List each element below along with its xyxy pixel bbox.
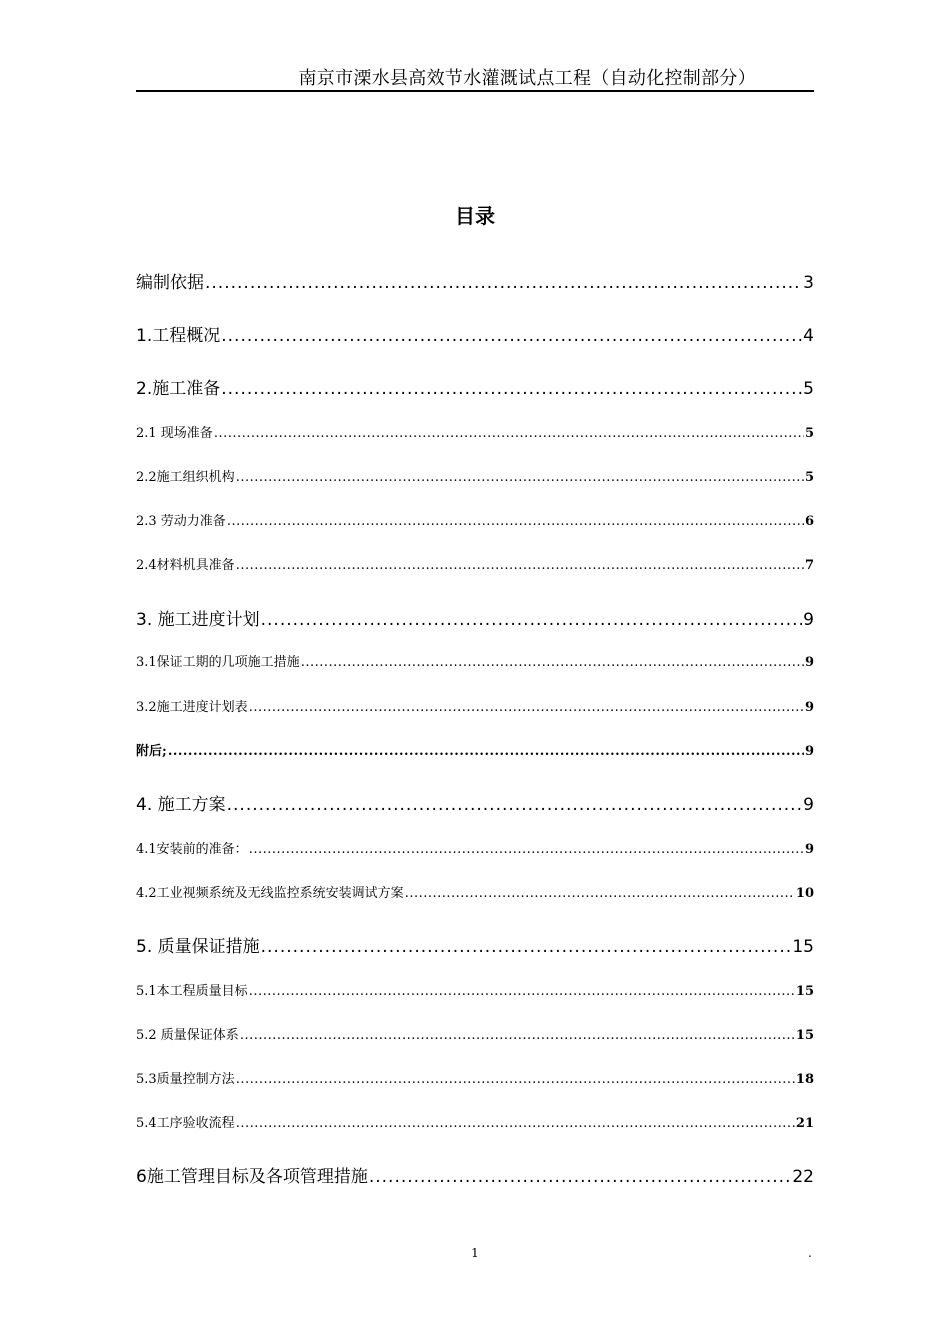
- toc-entry-page: 4: [803, 326, 814, 346]
- toc-entry-page: 5: [804, 426, 814, 441]
- toc-entry-bianzhi-yiju[interactable]: [136, 269, 814, 297]
- toc-entry-page: 10: [795, 886, 814, 901]
- toc-entry-page: 21: [795, 1116, 814, 1131]
- table-of-contents: [136, 0, 814, 1344]
- toc-dot-leader: [301, 653, 804, 673]
- toc-entry-section-4-2[interactable]: [136, 884, 814, 904]
- toc-dot-leader: [205, 269, 802, 297]
- toc-dot-leader: [249, 982, 795, 1002]
- toc-entry-page: 15: [792, 937, 814, 957]
- page-number: 1: [471, 1246, 479, 1260]
- toc-entry-label: 2.施工准备: [136, 379, 221, 399]
- toc-dot-leader: [221, 375, 802, 403]
- toc-dot-leader: [369, 1163, 792, 1191]
- toc-entry-section-5-4[interactable]: [136, 1114, 814, 1134]
- toc-entry-page: 9: [804, 744, 814, 759]
- toc-dot-leader: [405, 884, 795, 904]
- toc-entry-label: 5.1本工程质量目标: [136, 984, 248, 999]
- toc-entry-section-5-1[interactable]: [136, 982, 814, 1002]
- toc-entry-label: 3. 施工进度计划: [136, 610, 260, 630]
- toc-entry-page: 18: [795, 1072, 814, 1087]
- toc-entry-section-5-3[interactable]: [136, 1070, 814, 1090]
- toc-entry-page: 15: [795, 1028, 814, 1043]
- toc-entry-label: 4.2工业视频系统及无线监控系统安装调试方案: [136, 886, 404, 901]
- toc-dot-leader: [227, 512, 804, 532]
- toc-entry-section-3-2[interactable]: [136, 698, 814, 718]
- toc-entry-label: 2.2施工组织机构: [136, 470, 235, 485]
- toc-entry-label: 5.3质量控制方法: [136, 1072, 235, 1087]
- toc-entry-section-3-1[interactable]: [136, 653, 814, 673]
- toc-entry-page: 15: [795, 984, 814, 999]
- toc-entry-label: 5.4工序验收流程: [136, 1116, 235, 1131]
- toc-entry-section-5-2[interactable]: [136, 1026, 814, 1046]
- toc-entry-section-2-4[interactable]: [136, 556, 814, 576]
- toc-dot-leader: [249, 698, 804, 718]
- toc-entry-label: 2.3 劳动力准备: [136, 514, 226, 529]
- toc-entry-label: 附后;: [136, 744, 167, 759]
- toc-entry-section-6[interactable]: [136, 1163, 814, 1191]
- toc-entry-label: 1.工程概况: [136, 326, 221, 346]
- toc-dot-leader: [236, 556, 804, 576]
- toc-dot-leader: [168, 742, 804, 762]
- toc-entry-section-2-1[interactable]: [136, 424, 814, 444]
- toc-entry-section-4-1[interactable]: [136, 840, 814, 860]
- toc-entry-section-2[interactable]: [136, 375, 814, 403]
- toc-entry-page: 6: [804, 514, 814, 529]
- toc-entry-label: 编制依据: [136, 273, 204, 293]
- toc-entry-page: 9: [804, 842, 814, 857]
- toc-entry-page: 9: [803, 610, 814, 630]
- toc-entry-label: 3.1保证工期的几项施工措施: [136, 655, 300, 670]
- toc-title: 目录: [455, 204, 495, 228]
- toc-dot-leader: [214, 424, 804, 444]
- toc-entry-page: 3: [803, 273, 814, 293]
- toc-entry-page: 5: [804, 470, 814, 485]
- toc-entry-label: 5.2 质量保证体系: [136, 1028, 239, 1043]
- toc-entry-section-2-2[interactable]: [136, 468, 814, 488]
- corner-mark: .: [808, 1246, 812, 1260]
- toc-dot-leader: [261, 933, 792, 961]
- toc-dot-leader: [221, 322, 802, 350]
- toc-entry-label: 4.1安装前的准备：: [136, 842, 248, 857]
- toc-entry-label: 5. 质量保证措施: [136, 937, 260, 957]
- document-header-title: 南京市溧水县高效节水灌溉试点工程（自动化控制部分）: [298, 68, 756, 89]
- toc-entry-label: 2.1 现场准备: [136, 426, 213, 441]
- toc-entry-section-3[interactable]: [136, 606, 814, 634]
- toc-entry-page: 9: [803, 795, 814, 815]
- toc-entry-section-4[interactable]: [136, 791, 814, 819]
- toc-dot-leader: [236, 1070, 795, 1090]
- toc-entry-page: 22: [792, 1167, 814, 1187]
- toc-entry-page: 7: [804, 558, 814, 573]
- toc-entry-appendix[interactable]: [136, 742, 814, 762]
- toc-entry-section-1[interactable]: [136, 322, 814, 350]
- toc-dot-leader: [236, 1114, 795, 1134]
- toc-entry-section-2-3[interactable]: [136, 512, 814, 532]
- toc-entry-label: 4. 施工方案: [136, 795, 226, 815]
- toc-dot-leader: [236, 468, 804, 488]
- toc-dot-leader: [227, 791, 803, 819]
- toc-entry-page: 9: [804, 700, 814, 715]
- toc-dot-leader: [249, 840, 804, 860]
- toc-dot-leader: [261, 606, 803, 634]
- toc-entry-label: 3.2施工进度计划表: [136, 700, 248, 715]
- toc-entry-section-5[interactable]: [136, 933, 814, 961]
- toc-entry-page: 9: [804, 655, 814, 670]
- toc-entry-label: 2.4材料机具准备: [136, 558, 235, 573]
- toc-entry-page: 5: [803, 379, 814, 399]
- toc-dot-leader: [240, 1026, 795, 1046]
- toc-entry-label: 6施工管理目标及各项管理措施: [136, 1167, 368, 1187]
